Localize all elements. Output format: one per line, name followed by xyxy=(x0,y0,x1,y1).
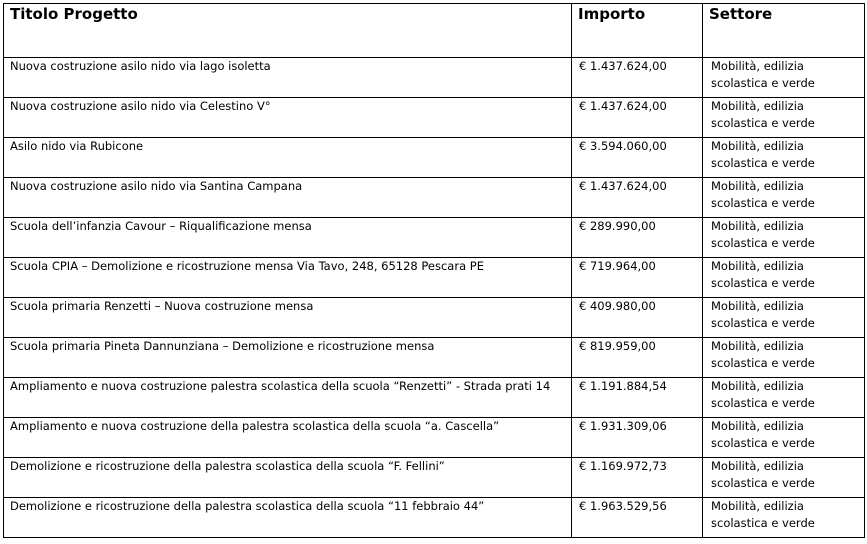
amount-cell: € 719.964,00 xyxy=(572,258,703,298)
table-row xyxy=(4,338,865,378)
sector-line-1: Mobilità, edilizia xyxy=(711,379,804,393)
header-title: Titolo Progetto xyxy=(4,4,572,58)
sector-line-2: scolastica e verde xyxy=(711,76,815,90)
sector-line-2: scolastica e verde xyxy=(711,116,815,130)
sector-cell xyxy=(703,58,865,98)
amount-cell: € 1.963.529,56 xyxy=(572,498,703,538)
sector-cell xyxy=(703,218,865,258)
table-row xyxy=(4,258,865,298)
table-row xyxy=(4,98,865,138)
table-row xyxy=(4,298,865,338)
sector-line-2: scolastica e verde xyxy=(711,516,815,530)
project-title-cell: Ampliamento e nuova costruzione palestra scolastica della scuola “Renzetti” - Strada prati 14 xyxy=(4,378,572,418)
amount-cell: € 289.990,00 xyxy=(572,218,703,258)
sector-cell xyxy=(703,498,865,538)
table-row xyxy=(4,178,865,218)
amount-cell: € 1.191.884,54 xyxy=(572,378,703,418)
sector-cell xyxy=(703,138,865,178)
amount-cell: € 1.931.309,06 xyxy=(572,418,703,458)
sector-line-1: Mobilità, edilizia xyxy=(711,139,804,153)
sector-line-2: scolastica e verde xyxy=(711,356,815,370)
header-amount: Importo xyxy=(572,4,703,58)
project-title-cell: Asilo nido via Rubicone xyxy=(4,138,572,178)
amount-cell: € 3.594.060,00 xyxy=(572,138,703,178)
sector-line-2: scolastica e verde xyxy=(711,236,815,250)
table-row xyxy=(4,458,865,498)
amount-cell: € 409.980,00 xyxy=(572,298,703,338)
project-title-cell: Scuola primaria Renzetti – Nuova costruzione mensa xyxy=(4,298,572,338)
sector-line-2: scolastica e verde xyxy=(711,276,815,290)
sector-cell xyxy=(703,378,865,418)
project-title-cell: Nuova costruzione asilo nido via Santina Campana xyxy=(4,178,572,218)
sector-line-1: Mobilità, edilizia xyxy=(711,59,804,73)
project-title-cell: Ampliamento e nuova costruzione della palestra scolastica della scuola “a. Cascella” xyxy=(4,418,572,458)
sector-line-1: Mobilità, edilizia xyxy=(711,299,804,313)
table-row xyxy=(4,378,865,418)
amount-cell: € 1.437.624,00 xyxy=(572,98,703,138)
sector-cell xyxy=(703,298,865,338)
sector-line-1: Mobilità, edilizia xyxy=(711,179,804,193)
project-title-cell: Scuola CPIA – Demolizione e ricostruzione mensa Via Tavo, 248, 65128 Pescara PE xyxy=(4,258,572,298)
header-row xyxy=(4,4,865,58)
sector-line-1: Mobilità, edilizia xyxy=(711,419,804,433)
sector-line-1: Mobilità, edilizia xyxy=(711,339,804,353)
projects-table xyxy=(3,3,865,538)
sector-line-2: scolastica e verde xyxy=(711,396,815,410)
table-row xyxy=(4,58,865,98)
project-title-cell: Scuola dell’infanzia Cavour – Riqualificazione mensa xyxy=(4,218,572,258)
table-row xyxy=(4,138,865,178)
project-title-cell: Nuova costruzione asilo nido via Celestino V° xyxy=(4,98,572,138)
sector-cell xyxy=(703,418,865,458)
table-row xyxy=(4,218,865,258)
project-title-cell: Scuola primaria Pineta Dannunziana – Demolizione e ricostruzione mensa xyxy=(4,338,572,378)
table-row xyxy=(4,418,865,458)
amount-cell: € 1.437.624,00 xyxy=(572,58,703,98)
sector-line-1: Mobilità, edilizia xyxy=(711,259,804,273)
sector-cell xyxy=(703,98,865,138)
sector-line-1: Mobilità, edilizia xyxy=(711,459,804,473)
amount-cell: € 1.169.972,73 xyxy=(572,458,703,498)
sector-line-1: Mobilità, edilizia xyxy=(711,499,804,513)
project-title-cell: Nuova costruzione asilo nido via lago isoletta xyxy=(4,58,572,98)
sector-cell xyxy=(703,178,865,218)
sector-line-1: Mobilità, edilizia xyxy=(711,219,804,233)
sector-line-1: Mobilità, edilizia xyxy=(711,99,804,113)
project-title-cell: Demolizione e ricostruzione della palestra scolastica della scuola “F. Fellini” xyxy=(4,458,572,498)
table-row xyxy=(4,498,865,538)
sector-line-2: scolastica e verde xyxy=(711,476,815,490)
project-title-cell: Demolizione e ricostruzione della palestra scolastica della scuola “11 febbraio 44” xyxy=(4,498,572,538)
header-sector: Settore xyxy=(703,4,865,58)
sector-cell xyxy=(703,338,865,378)
sector-cell xyxy=(703,258,865,298)
sector-line-2: scolastica e verde xyxy=(711,156,815,170)
sector-cell xyxy=(703,458,865,498)
amount-cell: € 819.959,00 xyxy=(572,338,703,378)
sector-line-2: scolastica e verde xyxy=(711,316,815,330)
sector-line-2: scolastica e verde xyxy=(711,196,815,210)
amount-cell: € 1.437.624,00 xyxy=(572,178,703,218)
sector-line-2: scolastica e verde xyxy=(711,436,815,450)
